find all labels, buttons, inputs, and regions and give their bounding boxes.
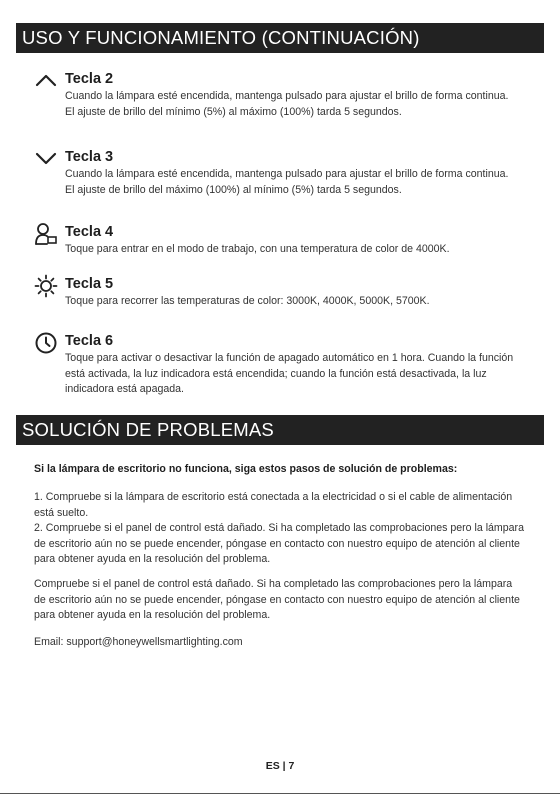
support-email: Email: support@honeywellsmartlighting.com: [34, 636, 243, 648]
troubleshooting-repeat-text: Compruebe si el panel de control está dañado. Si ha completado las comprobaciones pero la lámpara de escritorio aún no se puede encender, póngase en contacto con nuestro equipo de atención al cliente para obtener ayuda en la resolución del problema.: [34, 578, 520, 622]
troubleshooting-intro: Si la lámpara de escritorio no funciona, siga estos pasos de solución de problemas:: [34, 463, 458, 475]
key-3-description: [65, 167, 535, 198]
clock-icon: [34, 331, 58, 355]
key-3-title: Tecla 3: [65, 149, 114, 165]
key-2-title: Tecla 2: [65, 71, 114, 87]
key-6-title: Tecla 6: [65, 333, 114, 349]
troubleshooting-repeat: [34, 577, 526, 624]
key-4-description: [65, 242, 535, 258]
chevron-down-icon: [34, 147, 58, 171]
troubleshooting-steps: [34, 490, 526, 568]
key-6-description: [65, 351, 535, 398]
sun-icon: [34, 274, 58, 298]
key-6-line-1: Toque para activar o desactivar la función de apagado automático en 1 hora. Cuando la función está activada, la luz indicadora está encendida; cuando la función está desactivada, la luz indicadora está apagada.: [65, 352, 514, 396]
key-4-line-1: Toque para entrar en el modo de trabajo, con una temperatura de color de 4000K.: [65, 243, 450, 255]
chevron-up-icon: [34, 69, 58, 93]
troubleshooting-step-2: 2. Compruebe si el panel de control está dañado. Si ha completado las comprobaciones pero la lámpara de escritorio aún no se puede encender, póngase en contacto con nuestro equipo de atención al cliente para obtener ayuda en la resolución del problema.: [34, 522, 524, 566]
page-number: ES | 7: [265, 760, 295, 772]
key-4-title: Tecla 4: [65, 224, 114, 240]
key-3-line-1: Cuando la lámpara esté encendida, mantenga pulsado para ajustar el brillo de forma continua.: [65, 168, 509, 180]
section-header-troubleshooting: SOLUCIÓN DE PROBLEMAS: [16, 415, 544, 445]
section-header-usage: USO Y FUNCIONAMIENTO (CONTINUACIÓN): [16, 23, 544, 53]
key-5-title: Tecla 5: [65, 276, 114, 292]
bottom-divider: [0, 793, 560, 794]
key-2-description: [65, 89, 535, 120]
key-2-line-2: El ajuste de brillo del mínimo (5%) al máximo (100%) tarda 5 segundos.: [65, 105, 402, 118]
work-mode-icon: [34, 222, 58, 246]
key-3-line-2: El ajuste de brillo del máximo (100%) al mínimo (5%) tarda 5 segundos.: [65, 183, 402, 196]
key-5-description: [65, 294, 535, 310]
key-2-line-1: Cuando la lámpara esté encendida, mantenga pulsado para ajustar el brillo de forma continua.: [65, 90, 509, 102]
troubleshooting-step-1: 1. Compruebe si la lámpara de escritorio está conectada a la electricidad o si el cable de alimentación está suelto.: [34, 491, 513, 519]
key-5-line-1: Toque para recorrer las temperaturas de color: 3000K, 4000K, 5000K, 5700K.: [65, 295, 430, 307]
